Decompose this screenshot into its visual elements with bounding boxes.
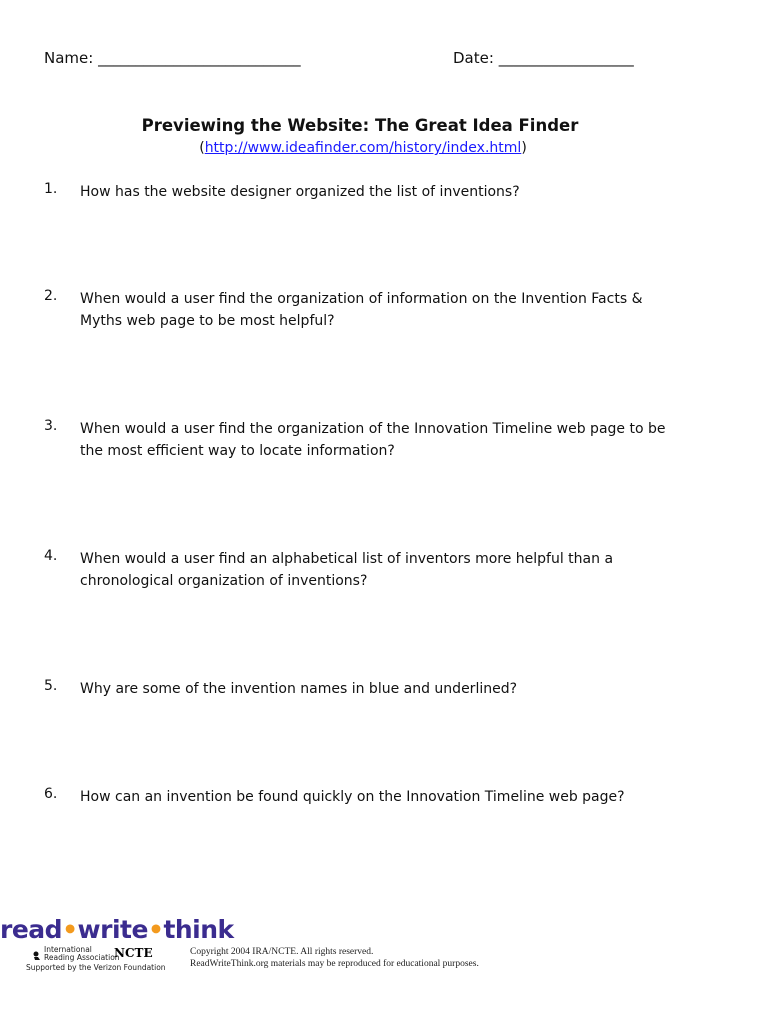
question-line: How has the website designer organized the list of inventions? <box>80 184 520 200</box>
question-number: 2. <box>44 288 58 304</box>
logo-wordmark <box>0 915 234 944</box>
date-field <box>453 49 634 67</box>
copyright-notice <box>190 946 479 970</box>
name-field <box>44 49 301 67</box>
question-text <box>80 678 720 700</box>
page-title: Previewing the Website: The Great Idea Finder <box>141 116 579 135</box>
question-text <box>80 548 720 592</box>
question-number: 3. <box>44 418 58 434</box>
question-number: 1. <box>44 181 58 197</box>
logo-word-read: read <box>0 915 63 944</box>
name-blank: ___________________________ <box>98 49 301 67</box>
question-line: chronological organization of inventions? <box>80 573 368 589</box>
question-line: When would a user find the organization of the Innovation Timeline web page to be <box>80 421 666 437</box>
readwritethink-logo <box>0 915 234 975</box>
question-line: When would a user find an alphabetical list of inventors more helpful than a <box>80 551 614 567</box>
source-link[interactable]: http://www.ideafinder.com/history/index.html <box>204 140 522 156</box>
question-text <box>80 786 720 808</box>
url-close-paren: ) <box>521 140 527 156</box>
sponsor-text: Supported by the Verizon Foundation <box>26 963 166 972</box>
question-line: the most efficient way to locate information? <box>80 443 395 459</box>
question-line: Myths web page to be most helpful? <box>80 313 335 329</box>
question-line: How can an invention be found quickly on the Innovation Timeline web page? <box>80 789 625 805</box>
url-open-paren: ( <box>199 140 205 156</box>
question-line: When would a user find the organization of information on the Invention Facts & <box>80 291 643 307</box>
question-number: 5. <box>44 678 58 694</box>
name-label: Name: <box>44 49 94 67</box>
ira-text: International Reading Association <box>44 945 120 962</box>
question-text <box>80 418 720 462</box>
logo-word-write: write <box>77 915 148 944</box>
date-blank: __________________ <box>498 49 634 67</box>
copyright-line: ReadWriteThink.org materials may be reproduced for educational purposes. <box>190 959 479 969</box>
question-line: Why are some of the invention names in blue and underlined? <box>80 681 518 697</box>
logo-word-think: think <box>163 915 234 944</box>
question-number: 4. <box>44 548 58 564</box>
question-text <box>80 288 720 332</box>
ncte-logo: NCTE <box>114 946 153 960</box>
logo-dot-icon: • <box>147 915 164 944</box>
source-url <box>0 140 726 156</box>
question-text <box>80 181 720 203</box>
copyright-line: Copyright 2004 IRA/NCTE. All rights reserved. <box>190 947 374 957</box>
logo-dot-icon: • <box>62 915 78 944</box>
date-label: Date: <box>453 49 494 67</box>
question-number: 6. <box>44 786 58 802</box>
